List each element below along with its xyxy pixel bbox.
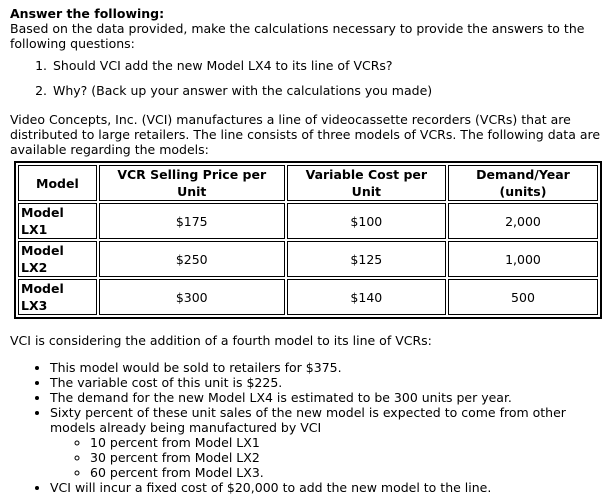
column-header-model: Model [18, 165, 97, 201]
price-cell: $250 [99, 241, 285, 277]
column-header-price: VCR Selling Price per Unit [99, 165, 285, 201]
variable-cost-cell: $100 [287, 203, 446, 239]
table-row [18, 279, 598, 315]
details-list [10, 360, 602, 495]
sub-list-item: ◦ 60 percent from Model LX3. [90, 465, 602, 480]
demand-cell: 500 [448, 279, 598, 315]
table-header-row [18, 165, 598, 201]
document [10, 6, 602, 495]
list-item-text: Sixty percent of these unit sales of the new model is expected to come from other models already being manufactured by VCI [50, 405, 566, 435]
sub-list-item: ◦ 30 percent from Model LX2 [90, 450, 602, 465]
consider-text: VCI is considering the addition of a fourth model to its line of VCRs: [10, 333, 432, 348]
variable-cost-cell: $125 [287, 241, 446, 277]
column-header-demand: Demand/Year (units) [448, 165, 598, 201]
demand-cell: 2,000 [448, 203, 598, 239]
sub-list [50, 435, 602, 480]
answer-heading: Answer the following: [10, 6, 165, 21]
question-item: 2. Why? (Back up your answer with the calculations you made) [51, 83, 602, 98]
list-item: • VCI will incur a fixed cost of $20,000 to add the new model to the line. [50, 480, 602, 495]
model-cell: Model LX2 [18, 241, 97, 277]
list-item: • This model would be sold to retailers for $375. [50, 360, 602, 375]
sub-list-item: ◦ 10 percent from Model LX1 [90, 435, 602, 450]
price-cell: $300 [99, 279, 285, 315]
model-cell: Model LX3 [18, 279, 97, 315]
list-item: • The demand for the new Model LX4 is estimated to be 300 units per year. [50, 390, 602, 405]
instructions-text: Based on the data provided, make the calculations necessary to provide the answers to the following questions: [10, 21, 585, 51]
price-cell: $175 [99, 203, 285, 239]
demand-cell: 1,000 [448, 241, 598, 277]
intro-paragraph: Video Concepts, Inc. (VCI) manufactures a line of videocassette recorders (VCRs) that are distributed to large retailers. The line consists of three models of VCRs. The following data are available regarding the models: [10, 112, 601, 157]
list-item: • The variable cost of this unit is $225. [50, 375, 602, 390]
column-header-variable-cost: Variable Cost per Unit [287, 165, 446, 201]
list-item [50, 405, 602, 480]
models-table [14, 161, 602, 319]
question-list [10, 58, 602, 98]
model-cell: Model LX1 [18, 203, 97, 239]
table-row [18, 203, 598, 239]
question-item: 1. Should VCI add the new Model LX4 to its line of VCRs? [51, 58, 602, 73]
table-row [18, 241, 598, 277]
variable-cost-cell: $140 [287, 279, 446, 315]
